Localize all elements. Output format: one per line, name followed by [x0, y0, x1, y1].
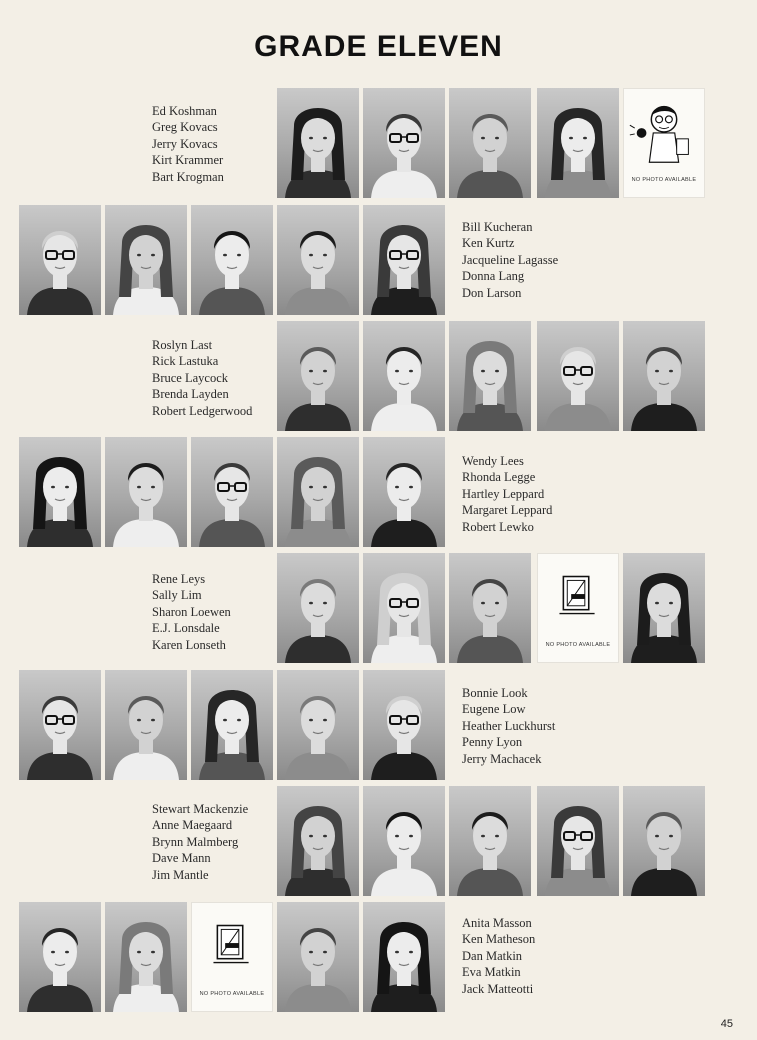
student-portrait	[277, 553, 359, 663]
student-portrait	[277, 670, 359, 780]
student-portrait	[449, 553, 531, 663]
student-name: Karen Lonseth	[152, 637, 226, 652]
student-portrait	[191, 437, 273, 547]
name-list	[152, 801, 248, 883]
student-portrait	[277, 786, 359, 896]
student-portrait	[277, 902, 359, 1012]
student-name: Bart Krogman	[152, 169, 224, 184]
student-portrait	[105, 902, 187, 1012]
student-name: Greg Kovacs	[152, 120, 218, 135]
student-portrait	[19, 437, 101, 547]
student-portrait	[277, 205, 359, 315]
student-name: Rick Lastuka	[152, 354, 219, 369]
student-portrait	[105, 205, 187, 315]
student-name: Brenda Layden	[152, 387, 229, 402]
student-name: Robert Ledgerwood	[152, 403, 253, 418]
student-portrait	[277, 437, 359, 547]
student-portrait	[277, 321, 359, 431]
student-portrait	[363, 553, 445, 663]
student-name: Wendy Lees	[462, 454, 524, 468]
student-name: Rene Leys	[152, 572, 206, 586]
student-portrait	[19, 902, 101, 1012]
student-name: Jerry Kovacs	[152, 136, 218, 151]
student-name: Donna Lang	[462, 269, 525, 284]
student-portrait	[19, 670, 101, 780]
student-name: Eugene Low	[462, 702, 526, 717]
student-portrait	[449, 88, 531, 198]
student-name: Bonnie Look	[462, 686, 528, 700]
student-name: Ed Koshman	[152, 104, 217, 118]
name-list	[152, 571, 231, 653]
name-list	[462, 685, 555, 767]
student-name: Bill Kucheran	[462, 220, 533, 234]
student-portrait	[191, 205, 273, 315]
student-name: Heather Luckhurst	[462, 718, 556, 733]
student-portrait	[363, 786, 445, 896]
student-name: Jack Matteotti	[462, 981, 534, 996]
student-name: Robert Lewko	[462, 519, 534, 534]
student-name: Ken Matheson	[462, 932, 536, 947]
student-name: Margaret Leppard	[462, 503, 553, 518]
student-name: Penny Lyon	[462, 735, 523, 750]
student-name: Bruce Laycock	[152, 370, 229, 385]
student-portrait	[363, 437, 445, 547]
no-photo-label: NO PHOTO AVAILABLE	[199, 991, 265, 997]
student-portrait	[277, 88, 359, 198]
name-list	[462, 219, 558, 301]
no-photo-placeholder	[623, 88, 705, 198]
student-portrait	[623, 553, 705, 663]
page-number: 45	[720, 1018, 733, 1030]
student-portrait	[537, 88, 619, 198]
student-name: Don Larson	[462, 285, 522, 300]
student-name: Ken Kurtz	[462, 236, 515, 251]
student-portrait	[537, 321, 619, 431]
student-portrait	[363, 321, 445, 431]
student-name: Jerry Machacek	[462, 751, 542, 766]
student-portrait	[537, 786, 619, 896]
student-portrait	[449, 321, 531, 431]
no-photo-label: NO PHOTO AVAILABLE	[631, 177, 697, 183]
no-photo-label: NO PHOTO AVAILABLE	[545, 642, 611, 648]
student-portrait	[623, 786, 705, 896]
no-photo-placeholder	[191, 902, 273, 1012]
student-name: Anne Maegaard	[152, 818, 233, 833]
student-portrait	[105, 670, 187, 780]
student-portrait	[363, 902, 445, 1012]
no-photo-placeholder	[537, 553, 619, 663]
student-name: Jim Mantle	[152, 867, 209, 882]
student-portrait	[19, 205, 101, 315]
name-list	[462, 915, 535, 997]
student-portrait	[623, 321, 705, 431]
student-name: Rhonda Legge	[462, 470, 536, 485]
student-name: Dan Matkin	[462, 948, 523, 963]
student-portrait	[363, 670, 445, 780]
student-name: Stewart Mackenzie	[152, 802, 249, 816]
student-portrait	[363, 88, 445, 198]
student-name: Roslyn Last	[152, 338, 213, 352]
student-portrait	[449, 786, 531, 896]
student-name: Eva Matkin	[462, 965, 521, 980]
name-list	[152, 103, 224, 185]
student-name: Anita Masson	[462, 916, 532, 930]
student-name: Brynn Malmberg	[152, 834, 239, 849]
student-name: Sharon Loewen	[152, 604, 231, 619]
student-name: Sally Lim	[152, 588, 202, 603]
student-portrait	[363, 205, 445, 315]
page-title: GRADE ELEVEN	[254, 30, 503, 63]
student-name: E.J. Lonsdale	[152, 621, 220, 636]
student-name: Kirt Krammer	[152, 153, 224, 168]
student-portrait	[191, 670, 273, 780]
student-portrait	[105, 437, 187, 547]
name-list	[152, 337, 252, 419]
student-name: Jacqueline Lagasse	[462, 252, 559, 267]
student-name: Hartley Leppard	[462, 486, 545, 501]
student-name: Dave Mann	[152, 851, 211, 866]
name-list	[462, 453, 552, 535]
